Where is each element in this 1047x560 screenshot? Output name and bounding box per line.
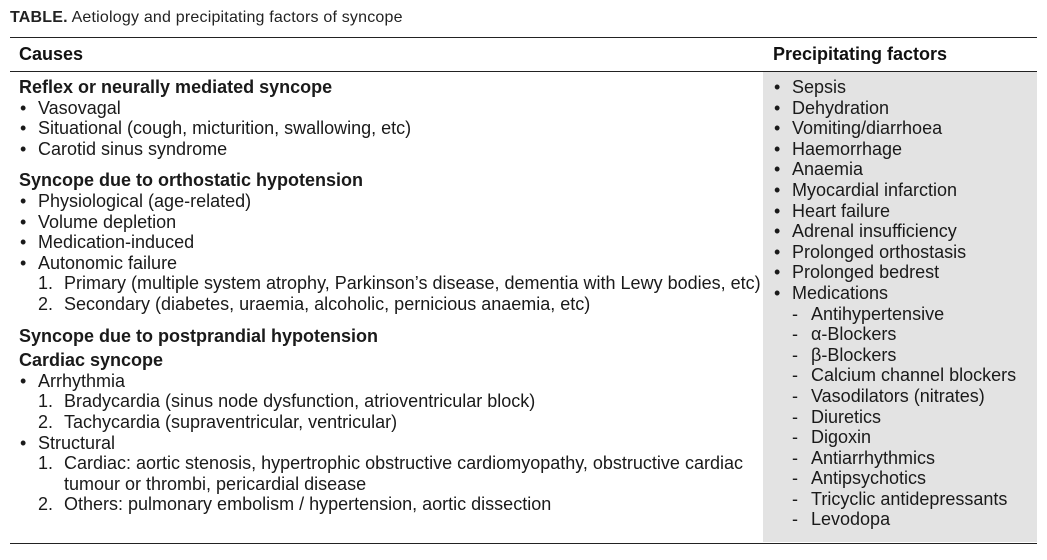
item-number: 1. [38, 453, 54, 474]
section-title-orthostatic: Syncope due to orthostatic hypotension [19, 170, 364, 191]
medication-item: - α-Blockers [773, 324, 1035, 345]
medication-item: - Antiarrhythmics [773, 448, 1035, 469]
factor-item: • Anaemia [773, 159, 1035, 180]
table-bottom-rule [10, 543, 1037, 544]
medication-item: - Calcium channel blockers [773, 365, 1035, 386]
numbered-item [19, 273, 761, 294]
medication-item: - Diuretics [773, 407, 1035, 428]
medication-item: - β-Blockers [773, 345, 1035, 366]
item-text: Tachycardia (supraventricular, ventricular) [64, 411, 398, 432]
list-item: • Structural [19, 433, 754, 454]
item-text: Secondary (diabetes, uraemia, alcoholic, pernicious anaemia, etc) [64, 293, 591, 314]
factor-item: • Prolonged orthostasis [773, 242, 1035, 263]
medication-item: - Levodopa [773, 509, 1035, 530]
section-title-postprandial: Syncope due to postprandial hypotension [19, 325, 379, 346]
medication-item: - Antipsychotics [773, 468, 1035, 489]
item-number: 1. [38, 391, 54, 412]
medication-item: - Tricyclic antidepressants [773, 489, 1035, 510]
section-title-reflex: Reflex or neurally mediated syncope [19, 77, 333, 97]
list-item: • Physiological (age-related) [19, 191, 754, 212]
medication-item: - Antihypertensive [773, 304, 1035, 325]
item-text: Bradycardia (sinus node dysfunction, atrioventricular block) [64, 391, 536, 412]
item-text: Others: pulmonary embolism / hypertension, aortic dissection [64, 494, 552, 515]
factors-column-header: Precipitating factors [773, 44, 948, 64]
factor-item: • Vomiting/diarrhoea [773, 118, 1035, 139]
list-item: • Carotid sinus syndrome [19, 139, 754, 160]
factor-item: • Sepsis [773, 77, 1035, 98]
factor-item: • Medications [773, 283, 1035, 304]
item-number: 2. [38, 494, 54, 515]
factor-item: • Prolonged bedrest [773, 262, 1035, 283]
list-item: • Vasovagal [19, 98, 754, 119]
item-text: Cardiac: aortic stenosis, hypertrophic obstructive cardiomyopathy, obstructive cardiac tumour or thrombi, pericardial disease [64, 453, 743, 494]
table-caption [10, 9, 403, 27]
item-text: Primary (multiple system atrophy, Parkinson’s disease, dementia with Lewy bodies, etc) [64, 273, 761, 294]
table-top-rule [10, 37, 1037, 38]
numbered-item [19, 494, 754, 515]
factor-item: • Heart failure [773, 201, 1035, 222]
factor-item: • Myocardial infarction [773, 180, 1035, 201]
causes-column [19, 77, 761, 515]
numbered-item [19, 391, 754, 412]
section-title-cardiac: Cardiac syncope [19, 350, 164, 371]
list-item: • Autonomic failure [19, 253, 754, 274]
numbered-item [19, 412, 754, 433]
factors-column [773, 77, 1035, 530]
factor-item: • Adrenal insufficiency [773, 221, 1035, 242]
item-number: 2. [38, 411, 54, 432]
causes-column-header: Causes [19, 44, 84, 64]
item-number: 2. [38, 293, 54, 314]
list-item: • Situational (cough, micturition, swallowing, etc) [19, 118, 754, 139]
list-item: • Medication-induced [19, 232, 754, 253]
numbered-item [19, 453, 754, 494]
numbered-item [19, 294, 754, 315]
factor-item: • Haemorrhage [773, 139, 1035, 160]
caption-text: Aetiology and precipitating factors of syncope [71, 9, 403, 26]
list-item: • Arrhythmia [19, 371, 754, 392]
caption-label: TABLE. [10, 9, 68, 26]
list-item: • Volume depletion [19, 212, 754, 233]
medication-item: - Digoxin [773, 427, 1035, 448]
medication-item: - Vasodilators (nitrates) [773, 386, 1035, 407]
factor-item: • Dehydration [773, 98, 1035, 119]
item-number: 1. [38, 273, 54, 294]
